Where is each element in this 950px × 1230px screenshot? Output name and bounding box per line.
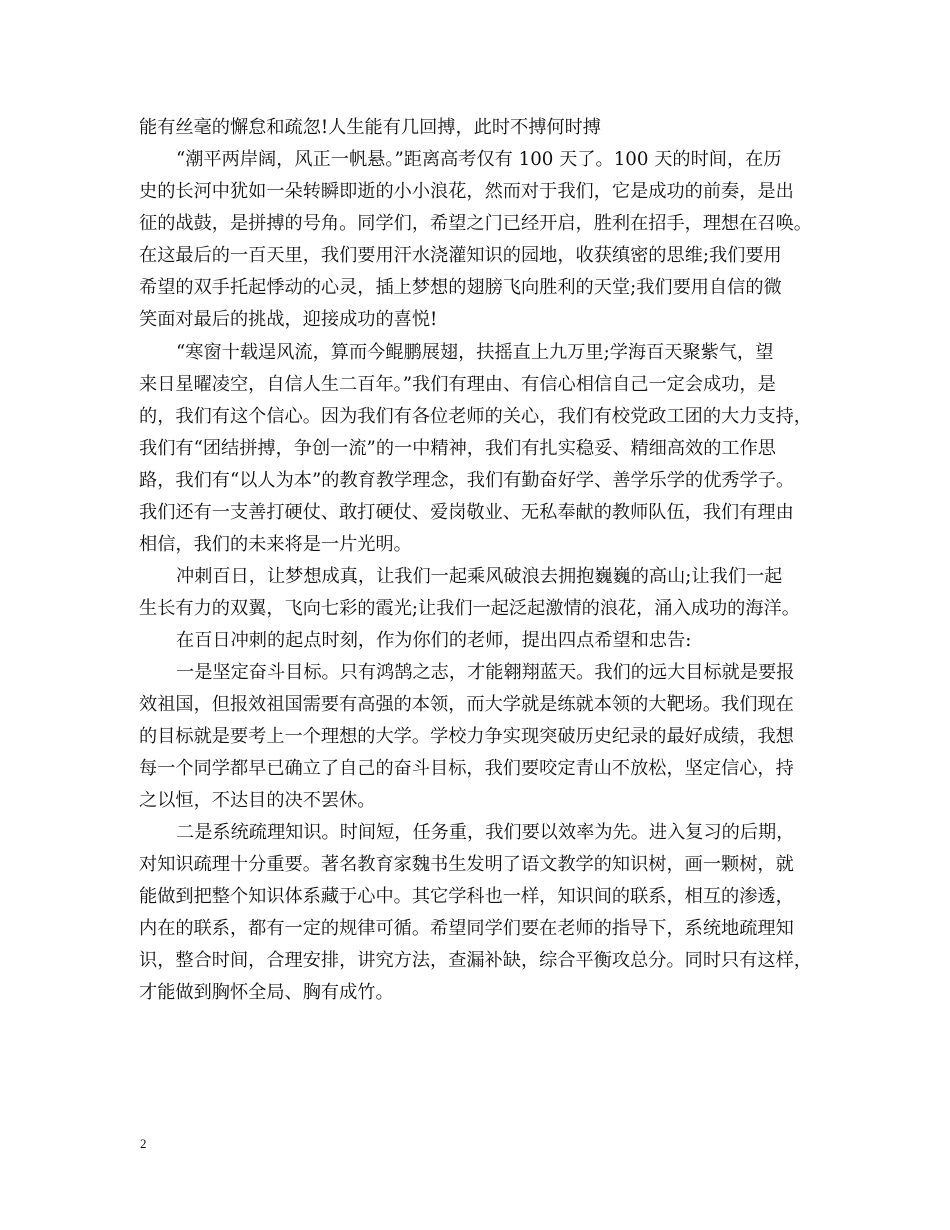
text-line: 识，整合时间，合理安排，讲究方法，查漏补缺，综合平衡攻总分。同时只有这样， <box>139 950 812 971</box>
text-line: 一是坚定奋斗目标。只有鸿鹄之志，才能翱翔蓝天。我们的远大目标就是要报 <box>176 662 795 683</box>
text-line: 能有丝毫的懈怠和疏忽!人生能有几回搏，此时不搏何时搏 <box>139 117 601 138</box>
text-line: 冲刺百日，让梦想成真，让我们一起乘风破浪去拥抱巍巍的高山;让我们一起 <box>176 566 783 587</box>
text-line: “潮平两岸阔，风正一帆悬。”距离高考仅有 100 天了。100 天的时间，在历 <box>176 149 782 170</box>
text-line: 笑面对最后的挑战，迎接成功的喜悦! <box>139 309 438 330</box>
text-line: 我们有“团结拼搏，争创一流”的一中精神，我们有扎实稳妥、精细高效的工作思 <box>139 438 776 459</box>
text-line: 史的长河中犹如一朵转瞬即逝的小小浪花，然而对于我们，它是成功的前奏，是出 <box>139 181 794 202</box>
text-line: 才能做到胸怀全局、胸有成竹。 <box>139 982 394 1003</box>
text-line: “寒窗十载逞风流，算而今鲲鹏展翅，扶摇直上九万里;学海百天聚紫气，望 <box>176 342 774 363</box>
text-line: 能做到把整个知识体系藏于心中。其它学科也一样，知识间的联系，相互的渗透， <box>139 886 794 907</box>
text-line: 每一个同学都早已确立了自己的奋斗目标，我们要咬定青山不放松，坚定信心，持 <box>139 758 794 779</box>
text-line: 内在的联系，都有一定的规律可循。希望同学们要在老师的指导下，系统地疏理知 <box>139 918 794 939</box>
text-line: 生长有力的双翼，飞向七彩的霞光;让我们一起泛起激情的浪花，涌入成功的海洋。 <box>139 598 800 619</box>
text-line: 来日星曜凌空，自信人生二百年。”我们有理由、有信心相信自己一定会成功，是 <box>139 374 776 395</box>
page-number: 2 <box>140 1136 147 1151</box>
text-line: 希望的双手托起悸动的心灵，插上梦想的翅膀飞向胜利的天堂;我们要用自信的微 <box>139 277 782 298</box>
text-line: 效祖国，但报效祖国需要有高强的本领，而大学就是练就本领的大靶场。我们现在 <box>139 694 794 715</box>
text-line: 在百日冲刺的起点时刻，作为你们的老师，提出四点希望和忠告: <box>176 630 692 651</box>
text-line: 路，我们有“以人为本”的教育教学理念，我们有勤奋好学、善学乐学的优秀学子。 <box>139 470 795 491</box>
text-line: 之以恒，不达目的决不罢休。 <box>139 790 376 811</box>
text-line: 对知识疏理十分重要。著名教育家魏书生发明了语文教学的知识树，画一颗树，就 <box>139 854 794 875</box>
text-line: 的，我们有这个信心。因为我们有各位老师的关心，我们有校党政工团的大力支持， <box>139 406 812 427</box>
text-line: 在这最后的一百天里，我们要用汗水浇灌知识的园地，收获缜密的思维;我们要用 <box>139 245 782 266</box>
text-line: 二是系统疏理知识。时间短，任务重，我们要以效率为先。进入复习的后期， <box>176 822 795 843</box>
text-line: 的目标就是要考上一个理想的大学。学校力争实现突破历史纪录的最好成绩，我想 <box>139 726 794 747</box>
text-line: 征的战鼓，是拼搏的号角。同学们，希望之门已经开启，胜利在招手，理想在召唤。 <box>139 213 812 234</box>
text-line: 相信，我们的未来将是一片光明。 <box>139 534 412 555</box>
text-line: 我们还有一支善打硬仗、敢打硬仗、爱岗敬业、无私奉献的教师队伍，我们有理由 <box>139 502 794 523</box>
